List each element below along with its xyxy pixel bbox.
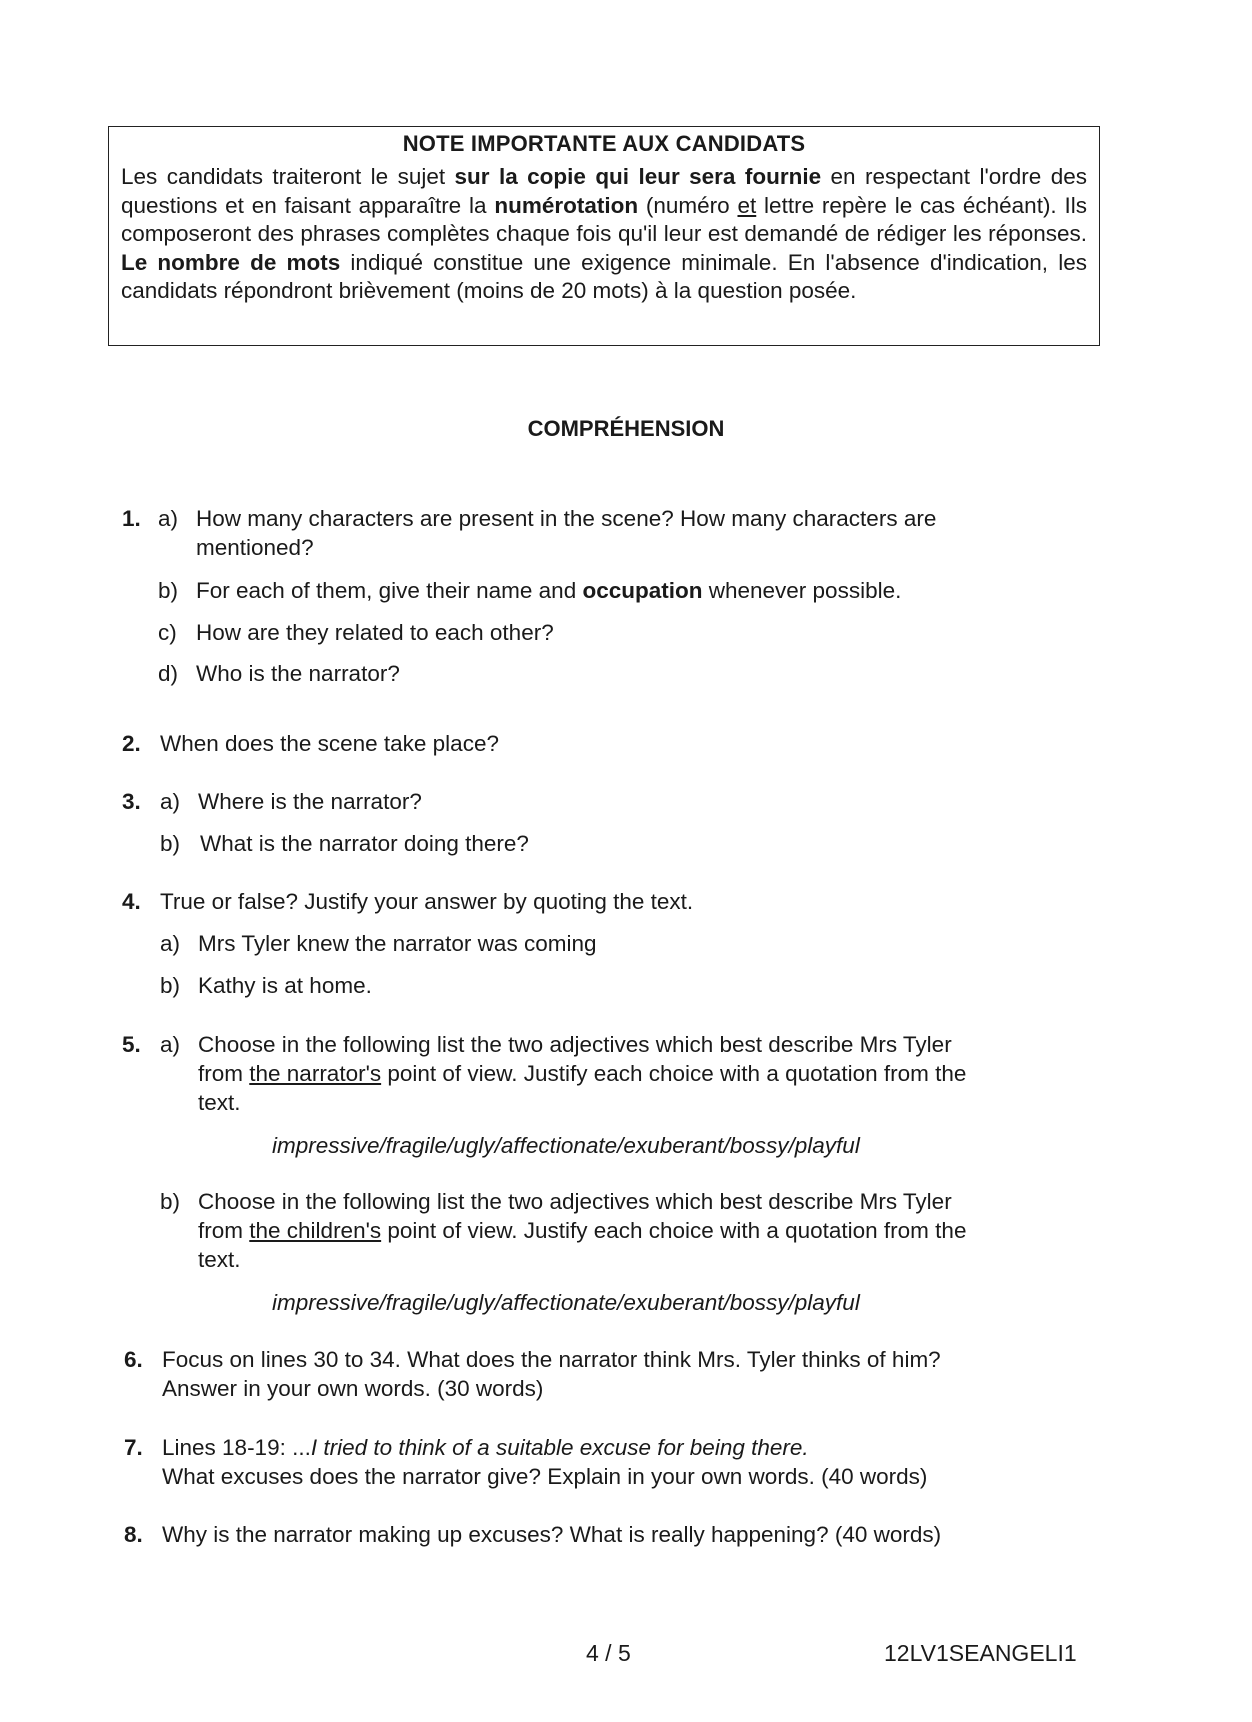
question-text: Answer in your own words. (30 words) (162, 1376, 544, 1401)
notice-bold-1: sur la copie qui leur sera fournie (454, 164, 822, 189)
notice-body (121, 163, 1087, 306)
important-notice-box (108, 126, 1100, 346)
question-text: text. (198, 1090, 241, 1115)
question-text (162, 1434, 809, 1463)
sub-letter: a) (160, 1032, 181, 1057)
notice-text-5: indiqué constitue une exigence minimale. En l'absence d'indication, les candidats répondront brièvement (moins de 20 mots) à la question posée. (121, 249, 1087, 303)
question-text: How are they related to each other? (196, 620, 554, 645)
notice-text-4: lettre repère le cas échéant). Ils composeront des phrases complètes chaque fois qu'il leur est demandé de rédiger les réponses. (121, 192, 1087, 246)
adjective-list: impressive/fragile/ugly/affectionate/exuberant/bossy/playful (272, 1290, 860, 1315)
sub-letter: b) (160, 1189, 181, 1214)
adjective-list: impressive/fragile/ugly/affectionate/exuberant/bossy/playful (272, 1133, 860, 1158)
sub-letter: b) (158, 578, 179, 603)
text-part: whenever possible. (702, 578, 902, 603)
question-text: Choose in the following list the two adjectives which best describe Mrs Tyler (198, 1032, 952, 1057)
bold-word: occupation (582, 578, 703, 603)
question-text: text. (198, 1247, 241, 1272)
question-number: 3. (122, 789, 141, 814)
notice-text-3: (numéro (638, 192, 738, 218)
text-part: point of view. Justify each choice with a quotation from the (381, 1218, 967, 1243)
text-part: Lines 18-19: ... (162, 1435, 311, 1460)
sub-letter: a) (160, 931, 181, 956)
question-text (196, 577, 901, 606)
question-number: 8. (124, 1522, 143, 1547)
question-number: 7. (124, 1435, 143, 1460)
question-text (198, 1060, 966, 1089)
question-text: Why is the narrator making up excuses? What is really happening? (40 words) (162, 1522, 942, 1547)
sub-letter: d) (158, 661, 179, 686)
question-number: 5. (122, 1032, 141, 1057)
question-text: Kathy is at home. (198, 973, 372, 998)
question-text: Choose in the following list the two adjectives which best describe Mrs Tyler (198, 1189, 952, 1214)
text-part: point of view. Justify each choice with a quotation from the (381, 1061, 967, 1086)
question-text: What excuses does the narrator give? Explain in your own words. (40 words) (162, 1464, 928, 1489)
sub-letter: c) (158, 620, 177, 645)
text-part: from (198, 1218, 250, 1243)
sub-letter: b) (160, 831, 181, 856)
question-number: 6. (124, 1347, 143, 1372)
sub-letter: b) (160, 973, 181, 998)
question-text: When does the scene take place? (160, 731, 499, 756)
notice-title: NOTE IMPORTANTE AUX CANDIDATS (402, 131, 806, 156)
question-text: Where is the narrator? (198, 789, 422, 814)
question-text: mentioned? (196, 535, 314, 560)
question-text: Mrs Tyler knew the narrator was coming (198, 931, 597, 956)
question-number: 2. (122, 731, 141, 756)
quoted-line: I tried to think of a suitable excuse for being there. (310, 1435, 809, 1460)
question-text (198, 1217, 966, 1246)
exam-code: 12LV1SEANGELI1 (884, 1640, 1077, 1666)
notice-underline-1: et (737, 192, 757, 218)
underlined-text: the children's (249, 1218, 382, 1243)
notice-text-2: en respectant l'ordre des questions et en faisant apparaître la (121, 164, 1087, 218)
notice-text-1: Les candidats traiteront le sujet (121, 164, 455, 189)
section-title: COMPRÉHENSION (527, 416, 725, 441)
sub-letter: a) (160, 789, 181, 814)
underlined-text: the narrator's (249, 1061, 382, 1086)
question-text: Who is the narrator? (196, 661, 400, 686)
question-text: What is the narrator doing there? (200, 831, 529, 856)
text-part: For each of them, give their name and (196, 578, 583, 603)
question-number: 1. (122, 506, 141, 531)
page-number: 4 / 5 (586, 1640, 631, 1666)
question-text: True or false? Justify your answer by quoting the text. (160, 889, 694, 914)
question-number: 4. (122, 889, 141, 914)
question-text: How many characters are present in the scene? How many characters are (196, 506, 937, 531)
notice-bold-3: Le nombre de mots (121, 249, 341, 275)
sub-letter: a) (158, 506, 179, 531)
text-part: from (198, 1061, 250, 1086)
notice-bold-2: numérotation (494, 192, 639, 218)
question-text: Focus on lines 30 to 34. What does the narrator think Mrs. Tyler thinks of him? (162, 1347, 941, 1372)
